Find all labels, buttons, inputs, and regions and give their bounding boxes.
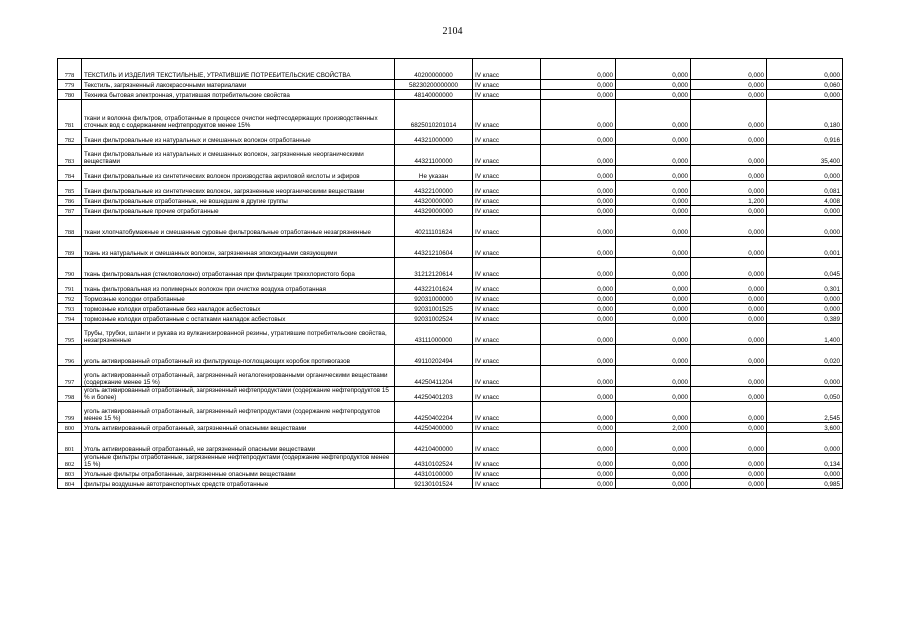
waste-code: 44321210604 (395, 237, 473, 258)
value-2: 0,000 (616, 324, 691, 345)
row-number: 802 (58, 454, 82, 469)
row-number: 798 (58, 387, 82, 402)
value-4: 1,400 (767, 324, 843, 345)
waste-name: ткань фильтровальная из полимерных волокон при очистке воздуха отработанная (82, 279, 395, 294)
hazard-class: IV класс (473, 454, 541, 469)
table-row (58, 166, 843, 181)
waste-name: уголь активированный отработанный, загрязненный негалогенированными органическими веществами (содержание менее 15 %) (82, 366, 395, 387)
table-row (58, 479, 843, 489)
value-1: 0,000 (541, 324, 616, 345)
waste-name: уголь активированный отработанный, загрязненный нефтепродуктами (содержание нефтепродуктов менее 15 %) (82, 402, 395, 423)
value-4: 3,600 (767, 423, 843, 433)
waste-code: 92031000000 (395, 294, 473, 304)
value-2: 0,000 (616, 130, 691, 145)
value-3: 0,000 (691, 479, 767, 489)
value-3: 0,000 (691, 90, 767, 100)
value-4: 2,545 (767, 402, 843, 423)
value-4: 0,985 (767, 479, 843, 489)
row-number: 787 (58, 206, 82, 216)
hazard-class: IV класс (473, 402, 541, 423)
value-4: 0,060 (767, 80, 843, 90)
waste-code: 44250411204 (395, 366, 473, 387)
hazard-class: IV класс (473, 59, 541, 80)
value-3: 0,000 (691, 279, 767, 294)
waste-code: 92031001525 (395, 304, 473, 314)
value-2: 0,000 (616, 80, 691, 90)
value-4: 0,000 (767, 59, 843, 80)
value-2: 0,000 (616, 181, 691, 196)
waste-code: 40211101624 (395, 216, 473, 237)
value-2: 0,000 (616, 479, 691, 489)
waste-name: Угольные фильтры отработанные, загрязненные опасными веществами (82, 469, 395, 479)
value-3: 0,000 (691, 433, 767, 454)
value-4: 0,134 (767, 454, 843, 469)
value-4: 0,916 (767, 130, 843, 145)
waste-code: 58230200000000 (395, 80, 473, 90)
value-1: 0,000 (541, 206, 616, 216)
waste-name: Ткани фильтровальные прочие отработанные (82, 206, 395, 216)
row-number: 795 (58, 324, 82, 345)
value-1: 0,000 (541, 100, 616, 130)
value-4: 0,050 (767, 387, 843, 402)
value-1: 0,000 (541, 345, 616, 366)
hazard-class: IV класс (473, 304, 541, 314)
hazard-class: IV класс (473, 423, 541, 433)
value-4: 0,001 (767, 237, 843, 258)
value-2: 0,000 (616, 314, 691, 324)
value-3: 0,000 (691, 145, 767, 166)
value-3: 0,000 (691, 258, 767, 279)
value-2: 0,000 (616, 469, 691, 479)
value-1: 0,000 (541, 181, 616, 196)
waste-code: 44321000000 (395, 130, 473, 145)
value-3: 0,000 (691, 237, 767, 258)
waste-code: 44329000000 (395, 206, 473, 216)
table-row (58, 454, 843, 469)
value-2: 2,000 (616, 423, 691, 433)
hazard-class: IV класс (473, 479, 541, 489)
value-2: 0,000 (616, 100, 691, 130)
table-row (58, 181, 843, 196)
value-2: 0,000 (616, 304, 691, 314)
waste-code: 48140000000 (395, 90, 473, 100)
value-2: 0,000 (616, 387, 691, 402)
row-number: 789 (58, 237, 82, 258)
table-row (58, 59, 843, 80)
waste-code: 92130101524 (395, 479, 473, 489)
value-3: 0,000 (691, 100, 767, 130)
hazard-class: IV класс (473, 324, 541, 345)
value-4: 0,000 (767, 304, 843, 314)
value-3: 0,000 (691, 366, 767, 387)
row-number: 797 (58, 366, 82, 387)
waste-name: ТЕКСТИЛЬ И ИЗДЕЛИЯ ТЕКСТИЛЬНЫЕ, УТРАТИВШИЕ ПОТРЕБИТЕЛЬСКИЕ СВОЙСТВА (82, 59, 395, 80)
row-number: 803 (58, 469, 82, 479)
row-number: 782 (58, 130, 82, 145)
waste-name: ткань из натуральных и смешанных волокон, загрязненная эпоксидными связующими (82, 237, 395, 258)
value-3: 0,000 (691, 206, 767, 216)
waste-name: ткани и волокна фильтров, отработанные в процессе очистки нефтесодержащих производственных сточных вод с содержанием нефтепродуктов менее 15% (82, 100, 395, 130)
value-4: 0,180 (767, 100, 843, 130)
table-row (58, 324, 843, 345)
value-3: 0,000 (691, 294, 767, 304)
hazard-class: IV класс (473, 433, 541, 454)
value-1: 0,000 (541, 402, 616, 423)
value-2: 0,000 (616, 433, 691, 454)
row-number: 788 (58, 216, 82, 237)
row-number: 800 (58, 423, 82, 433)
value-2: 0,000 (616, 279, 691, 294)
waste-name: тормозные колодки отработанные без накладок асбестовых (82, 304, 395, 314)
value-1: 0,000 (541, 166, 616, 181)
waste-name: Ткани фильтровальные из натуральных и смешанных волокон, загрязненные неорганическими веществами (82, 145, 395, 166)
value-4: 0,020 (767, 345, 843, 366)
waste-code: 43111000000 (395, 324, 473, 345)
value-3: 0,000 (691, 304, 767, 314)
row-number: 792 (58, 294, 82, 304)
value-1: 0,000 (541, 59, 616, 80)
value-2: 0,000 (616, 345, 691, 366)
waste-name: Текстиль, загрязненный лакокрасочными материалами (82, 80, 395, 90)
hazard-class: IV класс (473, 314, 541, 324)
hazard-class: IV класс (473, 130, 541, 145)
waste-name: Уголь активированный отработанный, не загрязненный опасными веществами (82, 433, 395, 454)
hazard-class: IV класс (473, 100, 541, 130)
value-1: 0,000 (541, 366, 616, 387)
waste-name: фильтры воздушные автотранспортных средств отработанные (82, 479, 395, 489)
table-row (58, 258, 843, 279)
value-3: 1,200 (691, 196, 767, 206)
table-row (58, 216, 843, 237)
waste-code: 44322101624 (395, 279, 473, 294)
value-4: 4,008 (767, 196, 843, 206)
value-4: 0,081 (767, 181, 843, 196)
row-number: 780 (58, 90, 82, 100)
table-row (58, 237, 843, 258)
row-number: 793 (58, 304, 82, 314)
table-row (58, 130, 843, 145)
waste-name: тормозные колодки отработанные с остатками накладок асбестовых (82, 314, 395, 324)
value-3: 0,000 (691, 387, 767, 402)
value-1: 0,000 (541, 469, 616, 479)
value-1: 0,000 (541, 387, 616, 402)
value-4: 0,000 (767, 433, 843, 454)
table-row (58, 402, 843, 423)
value-4: 0,045 (767, 258, 843, 279)
table-row (58, 304, 843, 314)
row-number: 801 (58, 433, 82, 454)
hazard-class: IV класс (473, 294, 541, 304)
hazard-class: IV класс (473, 216, 541, 237)
value-3: 0,000 (691, 423, 767, 433)
waste-name: Ткани фильтровальные из синтетических волокон производства акриловой кислоты и эфиров (82, 166, 395, 181)
hazard-class: IV класс (473, 181, 541, 196)
value-3: 0,000 (691, 130, 767, 145)
value-1: 0,000 (541, 258, 616, 279)
row-number: 783 (58, 145, 82, 166)
waste-code: 44310100000 (395, 469, 473, 479)
value-4: 0,000 (767, 469, 843, 479)
hazard-class: IV класс (473, 469, 541, 479)
value-2: 0,000 (616, 145, 691, 166)
hazard-class: IV класс (473, 387, 541, 402)
hazard-class: IV класс (473, 258, 541, 279)
hazard-class: IV класс (473, 80, 541, 90)
row-number: 779 (58, 80, 82, 90)
waste-name: Тормозные колодки отработанные (82, 294, 395, 304)
value-1: 0,000 (541, 237, 616, 258)
row-number: 799 (58, 402, 82, 423)
waste-code: 44322100000 (395, 181, 473, 196)
value-2: 0,000 (616, 237, 691, 258)
waste-code: 44250402204 (395, 402, 473, 423)
value-2: 0,000 (616, 206, 691, 216)
value-4: 0,389 (767, 314, 843, 324)
row-number: 804 (58, 479, 82, 489)
waste-code: 31212120614 (395, 258, 473, 279)
waste-code: 6825010201014 (395, 100, 473, 130)
value-1: 0,000 (541, 196, 616, 206)
row-number: 784 (58, 166, 82, 181)
row-number: 790 (58, 258, 82, 279)
value-2: 0,000 (616, 294, 691, 304)
value-3: 0,000 (691, 166, 767, 181)
page-number: 2104 (442, 26, 463, 37)
value-3: 0,000 (691, 402, 767, 423)
value-3: 0,000 (691, 80, 767, 90)
value-1: 0,000 (541, 216, 616, 237)
hazard-class: IV класс (473, 345, 541, 366)
waste-code: 44250400000 (395, 423, 473, 433)
value-1: 0,000 (541, 90, 616, 100)
table-row (58, 206, 843, 216)
waste-code: 92031002524 (395, 314, 473, 324)
value-3: 0,000 (691, 454, 767, 469)
value-4: 0,000 (767, 206, 843, 216)
hazard-class: IV класс (473, 166, 541, 181)
waste-code: 44250401203 (395, 387, 473, 402)
waste-name: ткани хлопчатобумажные и смешанные суровые фильтровальные отработанные незагрязненные (82, 216, 395, 237)
value-3: 0,000 (691, 314, 767, 324)
value-1: 0,000 (541, 294, 616, 304)
table-row (58, 314, 843, 324)
waste-code: 44310102524 (395, 454, 473, 469)
value-4: 0,301 (767, 279, 843, 294)
value-1: 0,000 (541, 304, 616, 314)
waste-name: Уголь активированный отработанный, загрязненный опасными веществами (82, 423, 395, 433)
table-row (58, 90, 843, 100)
value-1: 0,000 (541, 130, 616, 145)
table-row (58, 387, 843, 402)
waste-code: 40200000000 (395, 59, 473, 80)
value-1: 0,000 (541, 314, 616, 324)
table-row (58, 345, 843, 366)
value-3: 0,000 (691, 469, 767, 479)
value-4: 0,000 (767, 216, 843, 237)
value-4: 0,000 (767, 366, 843, 387)
value-2: 0,000 (616, 366, 691, 387)
row-number: 786 (58, 196, 82, 206)
waste-code: 44321100000 (395, 145, 473, 166)
table-row (58, 145, 843, 166)
hazard-class: IV класс (473, 196, 541, 206)
table-row (58, 80, 843, 90)
value-2: 0,000 (616, 216, 691, 237)
row-number: 791 (58, 279, 82, 294)
value-1: 0,000 (541, 454, 616, 469)
waste-code: Не указан (395, 166, 473, 181)
waste-name: уголь активированный отработанный из фильтрующе-поглощающих коробок противогазов (82, 345, 395, 366)
value-2: 0,000 (616, 90, 691, 100)
waste-code: 44210400000 (395, 433, 473, 454)
waste-name: Ткани фильтровальные из синтетических волокон, загрязненные неорганическими веществами (82, 181, 395, 196)
value-4: 0,000 (767, 166, 843, 181)
table-row (58, 469, 843, 479)
value-4: 0,000 (767, 294, 843, 304)
value-1: 0,000 (541, 80, 616, 90)
value-2: 0,000 (616, 59, 691, 80)
value-1: 0,000 (541, 279, 616, 294)
waste-name: Техника бытовая электронная, утратившая потребительские свойства (82, 90, 395, 100)
table-row (58, 279, 843, 294)
row-number: 794 (58, 314, 82, 324)
value-2: 0,000 (616, 258, 691, 279)
value-3: 0,000 (691, 345, 767, 366)
waste-code: 44320000000 (395, 196, 473, 206)
value-4: 0,000 (767, 90, 843, 100)
waste-name: Ткани фильтровальные отработанные, не вошедшие в другие группы (82, 196, 395, 206)
waste-name: Трубы, трубки, шланги и рукава из вулканизированной резины, утратившие потребительские свойства, незагрязненные (82, 324, 395, 345)
waste-name: Ткани фильтровальные из натуральных и смешанных волокон отработанные (82, 130, 395, 145)
value-1: 0,000 (541, 423, 616, 433)
waste-register-table (57, 58, 843, 489)
table-row (58, 196, 843, 206)
value-3: 0,000 (691, 181, 767, 196)
value-2: 0,000 (616, 166, 691, 181)
table-row (58, 294, 843, 304)
table-row (58, 433, 843, 454)
value-2: 0,000 (616, 196, 691, 206)
value-2: 0,000 (616, 454, 691, 469)
value-1: 0,000 (541, 145, 616, 166)
row-number: 778 (58, 59, 82, 80)
hazard-class: IV класс (473, 206, 541, 216)
waste-name: угольные фильтры отработанные, загрязненные нефтепродуктами (содержание нефтепродуктов менее 15 %) (82, 454, 395, 469)
row-number: 785 (58, 181, 82, 196)
row-number: 781 (58, 100, 82, 130)
table-row (58, 366, 843, 387)
waste-code: 49110202494 (395, 345, 473, 366)
hazard-class: IV класс (473, 90, 541, 100)
value-3: 0,000 (691, 324, 767, 345)
table-row (58, 423, 843, 433)
value-4: 35,400 (767, 145, 843, 166)
hazard-class: IV класс (473, 279, 541, 294)
hazard-class: IV класс (473, 145, 541, 166)
table-row (58, 100, 843, 130)
waste-name: ткань фильтровальная (стекловолокно) отработанная при фильтрации треххлористого бора (82, 258, 395, 279)
value-3: 0,000 (691, 59, 767, 80)
value-2: 0,000 (616, 402, 691, 423)
value-1: 0,000 (541, 479, 616, 489)
hazard-class: IV класс (473, 237, 541, 258)
waste-name: уголь активированный отработанный, загрязненный нефтепродуктами (содержание нефтепродуктов 15 % и более) (82, 387, 395, 402)
value-1: 0,000 (541, 433, 616, 454)
row-number: 796 (58, 345, 82, 366)
value-3: 0,000 (691, 216, 767, 237)
hazard-class: IV класс (473, 366, 541, 387)
